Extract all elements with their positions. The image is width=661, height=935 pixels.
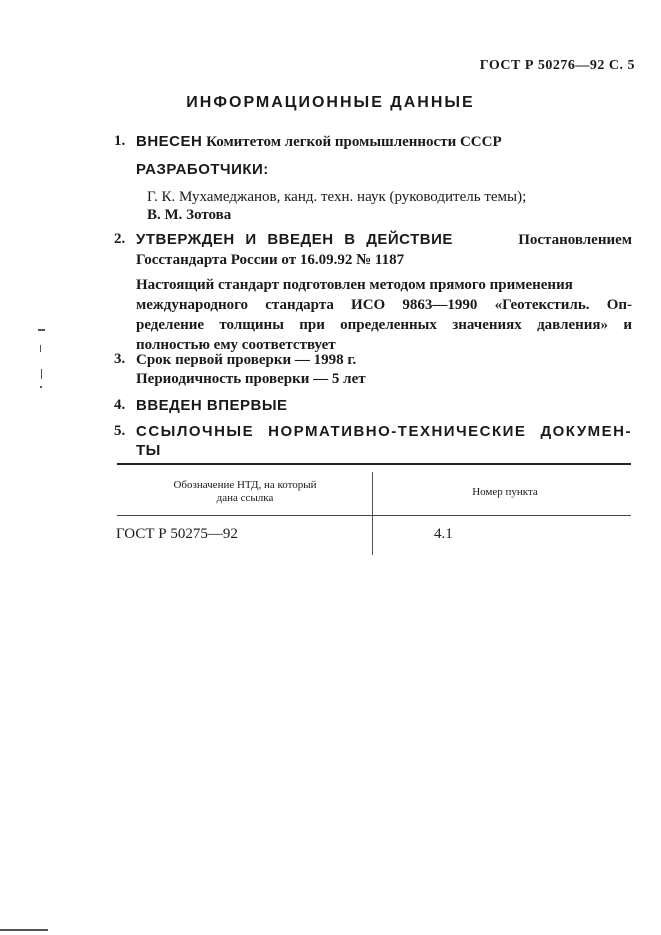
table-top-rule xyxy=(117,463,631,465)
developer-line-1: Г. К. Мухамеджанов, канд. техн. наук (руководитель темы); xyxy=(147,189,527,205)
item-2-text: Постановлением xyxy=(518,232,632,248)
developers-heading: РАЗРАБОТЧИКИ: xyxy=(136,161,269,178)
note-line-4: полностью ему соответствует xyxy=(136,337,336,353)
item-3-line-1: Срок первой проверки — 1998 г. xyxy=(136,352,357,368)
item-1-text: Комитетом легкой промышленности СССР xyxy=(206,134,502,150)
item-1-heading: ВНЕСЕН xyxy=(136,133,203,150)
scan-mark xyxy=(40,386,42,388)
page-header-code: ГОСТ Р 50276—92 С. 5 xyxy=(479,58,635,73)
table-header-rule xyxy=(117,515,631,516)
note-line-2: международного стандарта ИСО 9863—1990 «Геотекстиль. Оп- xyxy=(136,297,632,313)
item-2 xyxy=(136,230,632,250)
table-header-doc-line-2: дана ссылка xyxy=(216,492,274,504)
scan-edge-line xyxy=(0,929,48,931)
item-2-text-line-2: Госстандарта России от 16.09.92 № 1187 xyxy=(136,252,405,268)
item-1-number: 1. xyxy=(114,133,126,149)
page-title: ИНФОРМАЦИОННЫЕ ДАННЫЕ xyxy=(186,94,475,111)
item-3-line-2: Периодичность проверки — 5 лет xyxy=(136,371,366,387)
table-row-item: 4.1 xyxy=(434,526,453,542)
table-header-doc-line-1: Обозначение НТД, на который xyxy=(173,479,317,491)
item-4-number: 4. xyxy=(114,397,126,413)
table-row-doc: ГОСТ Р 50275—92 xyxy=(116,526,238,542)
note-line-3: ределение толщины при определенных значениях давления» и xyxy=(136,317,632,333)
item-5-number: 5. xyxy=(114,423,126,439)
scan-mark xyxy=(40,345,41,352)
note-paragraph xyxy=(136,275,632,355)
scan-mark xyxy=(41,369,42,379)
item-5-heading-cont: ТЫ xyxy=(136,442,161,459)
note-line-1: Настоящий стандарт подготовлен методом прямого применения xyxy=(136,277,573,293)
item-4-heading: ВВЕДЕН ВПЕРВЫЕ xyxy=(136,397,288,414)
scan-mark xyxy=(38,329,45,331)
table-column-divider xyxy=(372,472,373,555)
item-3-number: 3. xyxy=(114,351,126,367)
item-2-heading: УТВЕРЖДЕН И ВВЕДЕН В ДЕЙСТВИЕ xyxy=(136,231,453,248)
item-2-number: 2. xyxy=(114,231,126,247)
developer-line-2: В. М. Зотова xyxy=(147,207,232,223)
item-5-heading: ССЫЛОЧНЫЕ НОРМАТИВНО-ТЕХНИЧЕСКИЕ ДОКУМЕН- xyxy=(136,423,632,440)
item-1 xyxy=(136,132,502,152)
table-header-doc xyxy=(140,479,350,505)
table-header-item: Номер пункта xyxy=(472,486,538,498)
